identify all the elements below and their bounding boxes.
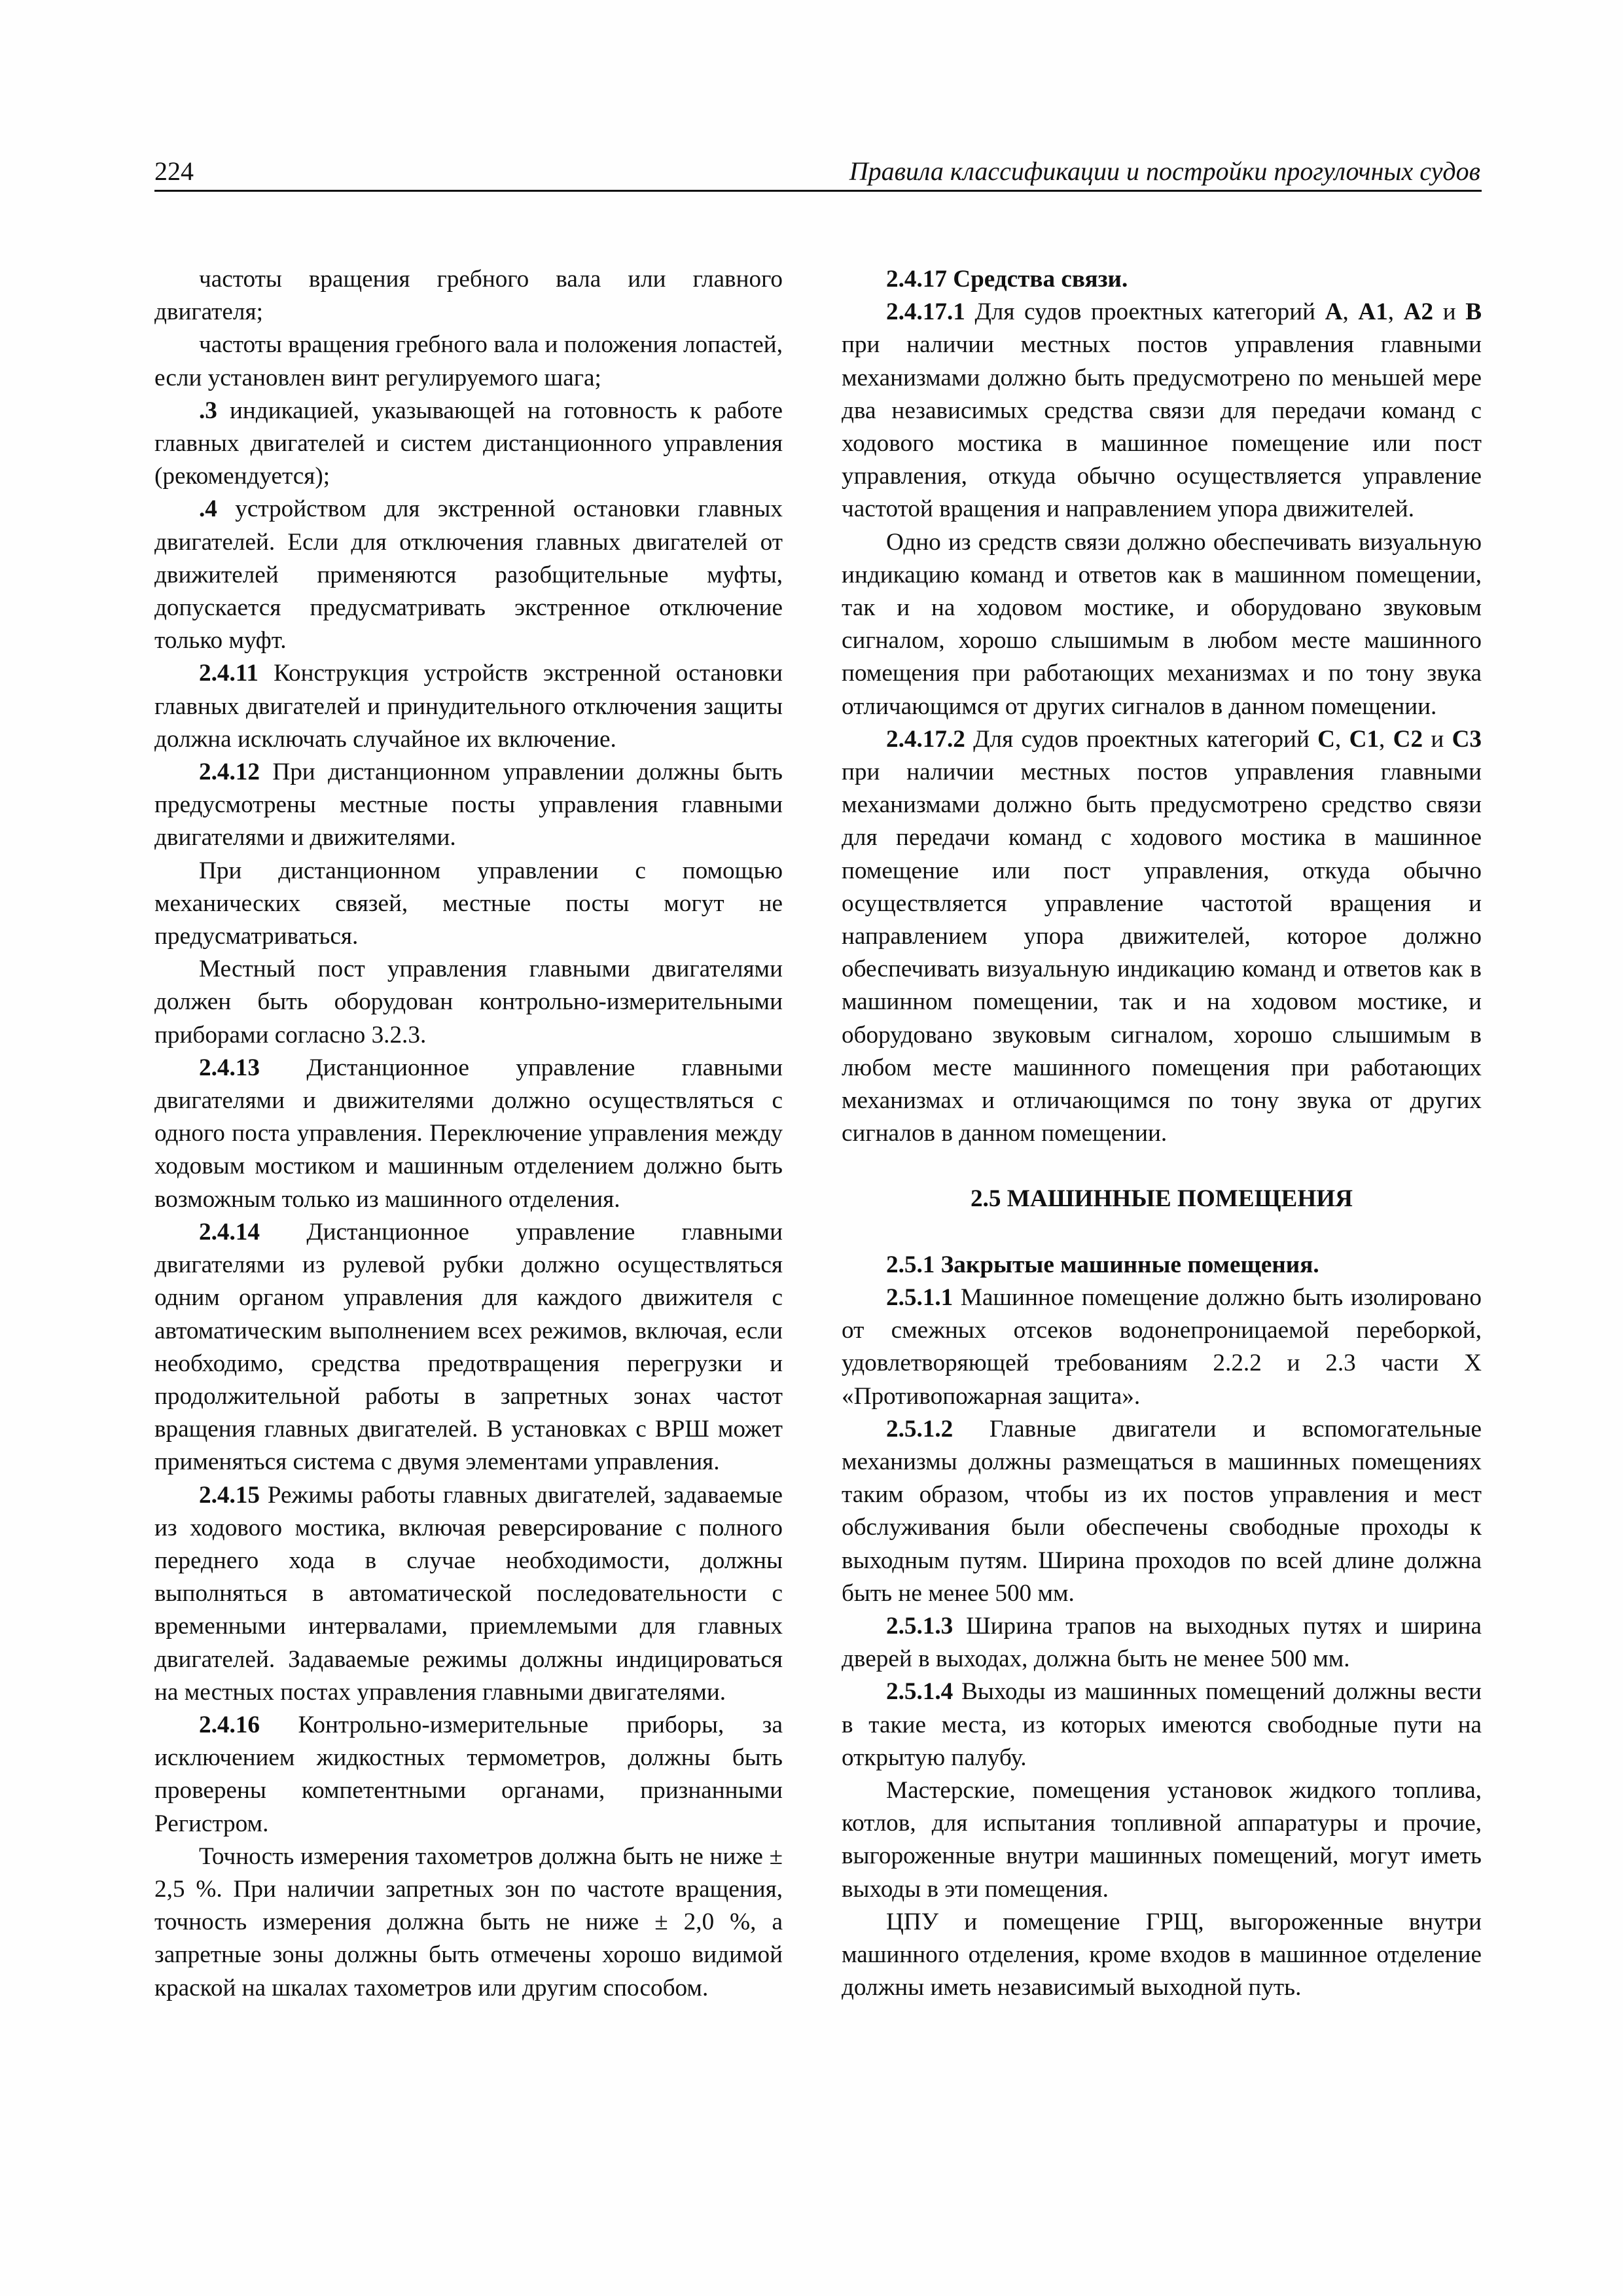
paragraph-text: устройством для экстренной остановки главных двигателей. Если для отключения главных двигателей от движителей применяются разобщительные муфты, допускается предусматривать экстренное отключение только муфт.: [154, 495, 783, 655]
paragraph-text: Одно из средств связи должно обеспечивать визуальную индикацию команд и ответов как в машинном помещении, так и на ходовом мостике, и оборудовано звуковым сигналом, хорошо слышимым в любом месте машинного помещения при работающих механизмах и по тону звука отличающимся от других сигналов в данном помещении.: [842, 528, 1482, 720]
right-column: [842, 263, 1482, 2004]
subsection-heading: [842, 263, 1482, 296]
paragraph: [154, 1052, 783, 1216]
separator: ,: [1335, 725, 1349, 753]
clause-number: 2.4.11: [199, 660, 259, 687]
paragraph: [154, 493, 783, 657]
category-label: С1: [1349, 725, 1380, 753]
clause-number: 2.5.1.4: [886, 1678, 954, 1706]
header-rule: [154, 190, 1482, 192]
paragraph-text: Выходы из машинных помещений должны вести в такие места, из которых имеются свободные пути на открытую палубу.: [842, 1678, 1482, 1771]
paragraph-text: Конструкция устройств экстренной остановки главных двигателей и принудительного отключения защиты должна исключать случайное их включение.: [154, 660, 783, 753]
paragraph-text: При дистанционном управлении с помощью механических связей, местные посты могут не предусматриваться.: [154, 857, 783, 950]
paragraph: [842, 1610, 1482, 1676]
paragraph: [842, 1774, 1482, 1906]
paragraph: [842, 526, 1482, 723]
paragraph: [154, 1709, 783, 1840]
item-number: .4: [199, 495, 217, 523]
subsection-title: 2.4.17 Средства связи.: [886, 266, 1128, 293]
clause-number: 2.4.17.1: [886, 298, 965, 326]
separator: ,: [1387, 298, 1404, 326]
conjunction: и: [1423, 725, 1452, 753]
page-number: 224: [154, 156, 194, 186]
paragraph: [842, 1282, 1482, 1413]
category-label: А2: [1403, 298, 1434, 326]
paragraph-text: индикацией, указывающей на готовность к работе главных двигателей и систем дистанционного управления (рекомендуется);: [154, 397, 783, 490]
paragraph-text: частоты вращения гребного вала или главного двигателя;: [154, 266, 783, 326]
paragraph: [842, 1906, 1482, 2005]
clause-number: 2.4.12: [199, 759, 260, 786]
subsection-heading: [842, 1249, 1482, 1282]
category-label: В: [1465, 298, 1482, 326]
category-label: А1: [1358, 298, 1388, 326]
paragraph: [154, 657, 783, 756]
paragraph: [842, 296, 1482, 526]
paragraph: [842, 1676, 1482, 1774]
category-label: С: [1317, 725, 1335, 753]
paragraph-text: Главные двигатели и вспомогательные механизмы должны размещаться в машинных помещениях таким образом, чтобы из их постов управления и мест обслуживания были обеспечены свободные проходы к выходным путям. Ширина проходов по всей длине должна быть не менее 500 мм.: [842, 1415, 1482, 1607]
subsection-title: 2.5.1 Закрытые машинные помещения.: [886, 1251, 1319, 1278]
category-label: А: [1325, 298, 1343, 326]
paragraph-text: Для судов проектных категорий: [965, 298, 1325, 326]
clause-number: 2.4.16: [199, 1711, 260, 1738]
item-number: .3: [199, 397, 217, 424]
paragraph-text: при наличии местных постов управления главными механизмами должно быть предусмотрено по меньшей мере два независимых средства связи для передачи команд с ходового мостика в машинное помещение или пост управления, откуда обычно осуществляется управление частотой вращения и направлением упора движителей.: [842, 331, 1482, 523]
clause-number: 2.4.14: [199, 1218, 260, 1246]
paragraph-text: Дистанционное управление главными двигателями и движителями должно осуществляться с одного поста управления. Переключение управления между ходовым мостиком и машинным отделением должно быть возможным только из машинного отделения.: [154, 1054, 783, 1213]
paragraph-text: Точность измерения тахометров должна быть не ниже ± 2,5 %. При наличии запретных зон по частоте вращения, точность измерения должна быть не ниже ± 2,0 %, а запретные зоны должны быть отмечены хорошо видимой краской на шкалах тахометров или другим способом.: [154, 1842, 783, 2001]
paragraph-text: Местный пост управления главными двигателями должен быть оборудован контрольно-измерительными приборами согласно 3.2.3.: [154, 956, 783, 1049]
paragraph-text: Мастерские, помещения установок жидкого топлива, котлов, для испытания топливной аппаратуры и прочие, выгороженные внутри машинных помещений, могут иметь выходы в эти помещения.: [842, 1776, 1482, 1903]
clause-number: 2.5.1.2: [886, 1415, 954, 1443]
paragraph-text: Контрольно-измерительные приборы, за исключением жидкостных термометров, должны быть проверены компетентными органами, признанными Регистром.: [154, 1711, 783, 1837]
conjunction: и: [1433, 298, 1466, 326]
paragraph: [154, 395, 783, 493]
category-label: С2: [1393, 725, 1423, 753]
clause-number: 2.4.13: [199, 1054, 260, 1081]
paragraph-text: ЦПУ и помещение ГРЩ, выгороженные внутри машинного отделения, кроме входов в машинное отделение должны иметь независимый выходной путь.: [842, 1908, 1482, 2001]
paragraph: [154, 953, 783, 1052]
paragraph: [154, 1479, 783, 1709]
paragraph-text: Машинное помещение должно быть изолировано от смежных отсеков водонепроницаемой переборкой, удовлетворяющей требованиям 2.2.2 и 2.3 части X «Противопожарная защита».: [842, 1283, 1482, 1410]
paragraph: [154, 1216, 783, 1479]
running-title: Правила классификации и постройки прогулочных судов: [849, 156, 1480, 186]
paragraph: [842, 1413, 1482, 1610]
paragraph: [154, 329, 783, 394]
clause-number: 2.4.15: [199, 1481, 260, 1509]
separator: ,: [1342, 298, 1359, 326]
paragraph-text: Для судов проектных категорий: [965, 725, 1318, 753]
clause-number: 2.5.1.3: [886, 1612, 954, 1640]
paragraph: [842, 723, 1482, 1151]
paragraph-text: Дистанционное управление главными двигателями из рулевой рубки должно осуществляться одним органом управления для каждого движителя с автоматическим выполнением всех режимов, включая, если необходимо, средства предотвращения перегрузки и продолжительной работы в запретных зонах частот вращения главных двигателей. В установках с ВРШ может применяться система с двумя элементами управления.: [154, 1218, 783, 1476]
paragraph: [154, 263, 783, 329]
paragraph-text: Режимы работы главных двигателей, задаваемые из ходового мостика, включая реверсирование с полного переднего хода в случае необходимости, должны выполняться в автоматической последовательности с временными интервалами, приемлемыми для главных двигателей. Задаваемые режимы должны индицироваться на местных постах управления главными двигателями.: [154, 1481, 783, 1706]
paragraph: [154, 1840, 783, 2005]
clause-number: 2.4.17.2: [886, 725, 965, 753]
clause-number: 2.5.1.1: [886, 1283, 954, 1311]
paragraph-text: частоты вращения гребного вала и положения лопастей, если установлен винт регулируемого шага;: [154, 331, 783, 391]
paragraph: [154, 756, 783, 855]
paragraph: [154, 855, 783, 954]
paragraph-text: Ширина трапов на выходных путях и ширина дверей в выходах, должна быть не менее 500 мм.: [842, 1612, 1482, 1673]
paragraph-text: При дистанционном управлении должны быть предусмотрены местные посты управления главными двигателями и движителями.: [154, 759, 783, 852]
category-label: С3: [1452, 725, 1482, 753]
separator: ,: [1379, 725, 1393, 753]
left-column: [154, 263, 783, 2005]
section-heading: 2.5 МАШИННЫЕ ПОМЕЩЕНИЯ: [970, 1185, 1353, 1213]
paragraph-text: при наличии местных постов управления главными механизмами должно быть предусмотрено средство связи для передачи команд с ходового мостика в машинное помещение или пост управления, откуда обычно осуществляется управление частотой вращения и направлением упора движителей, которое должно обеспечивать визуальную индикацию команд и ответов как в машинном помещении, так и на ходовом мостике, и оборудовано звуковым сигналом, хорошо слышимым в любом месте машинного помещения при работающих механизмах и отличающимся по тону звука от других сигналов в данном помещении.: [842, 759, 1482, 1147]
